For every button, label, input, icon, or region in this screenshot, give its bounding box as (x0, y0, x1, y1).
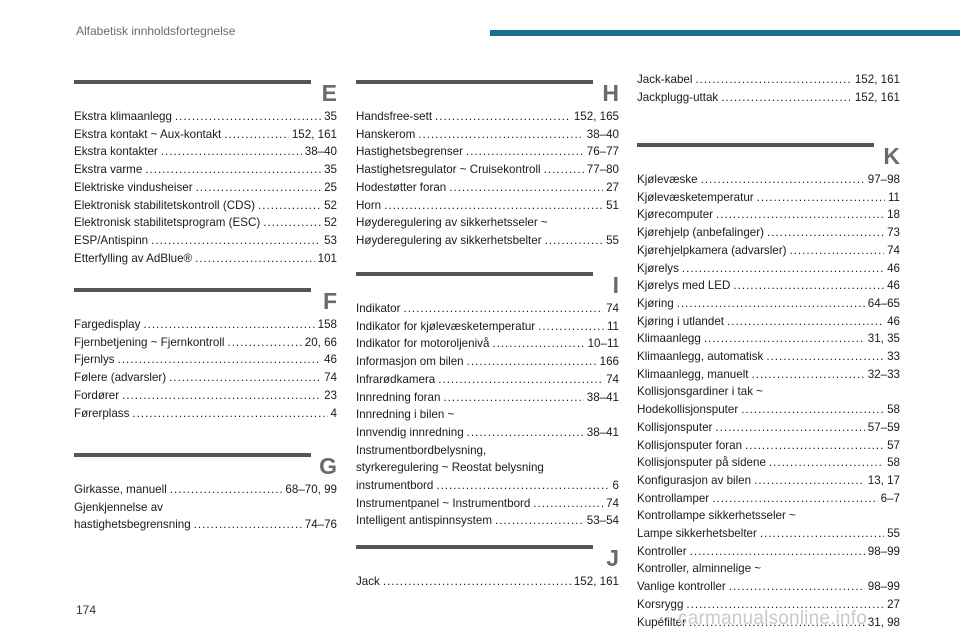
entry-term: Kupéfilter (637, 615, 686, 629)
index-entry[interactable] (74, 108, 337, 126)
index-entry[interactable] (356, 424, 619, 442)
index-entry[interactable] (356, 126, 619, 144)
dot-leader (495, 512, 584, 530)
entry-page: 31, 35 (867, 332, 900, 346)
entry-term: Kontroller (637, 544, 687, 558)
index-entry[interactable] (637, 401, 900, 419)
entry-page: 55 (606, 233, 619, 247)
index-entry[interactable] (74, 161, 337, 179)
index-entry[interactable] (637, 277, 900, 295)
entry-page: 64–65 (867, 296, 900, 310)
dot-leader (122, 387, 321, 405)
entry-term: Klimaanlegg, automatisk (637, 350, 764, 364)
section-header (74, 453, 337, 483)
dot-leader (745, 437, 884, 455)
dot-leader (544, 161, 584, 179)
index-entry[interactable] (356, 108, 619, 126)
entry-term: Konfigurasjon av bilen (637, 473, 752, 487)
entry-term: Fjernlys (74, 353, 115, 367)
dot-leader (760, 525, 884, 543)
entry-page: 46 (324, 353, 337, 367)
section-letter: I (612, 272, 619, 298)
dot-leader (418, 126, 583, 144)
index-entry[interactable] (637, 578, 900, 596)
entry-term: Kjøring i utlandet (637, 314, 724, 328)
entry-term: Infrarødkamera (356, 372, 436, 386)
entry-term: Girkasse, manuell (74, 483, 167, 496)
section-divider (356, 272, 593, 276)
index-entry[interactable] (356, 197, 619, 215)
entry-term: Innvendig innredning (356, 425, 464, 439)
index-entry[interactable] (356, 335, 619, 353)
index-entry[interactable] (356, 477, 619, 495)
index-section (356, 80, 619, 250)
dot-leader (767, 224, 884, 242)
entry-page: 38–41 (586, 425, 619, 439)
entry-page: 68–70, 99 (285, 483, 337, 496)
entry-page: 6–7 (880, 491, 900, 505)
dot-leader (263, 214, 321, 232)
dot-leader (170, 481, 283, 499)
index-entry[interactable] (74, 179, 337, 197)
dot-leader (729, 578, 865, 596)
entry-term: Fargedisplay (74, 318, 141, 331)
entry-term: Ekstra kontakt ~ Aux-kontakt (74, 127, 222, 141)
index-entry[interactable] (637, 366, 900, 384)
section-letter: K (883, 143, 900, 169)
entry-term: Innredning foran (356, 390, 441, 404)
dot-leader (145, 161, 321, 179)
section-letter: F (322, 288, 337, 314)
entry-page: 25 (324, 180, 337, 194)
dot-leader (143, 316, 314, 334)
entry-list (637, 171, 900, 631)
entry-page: 38–40 (304, 145, 337, 159)
index-entry[interactable] (356, 495, 619, 513)
dot-leader (435, 108, 571, 126)
index-entry[interactable] (74, 214, 337, 232)
index-entry[interactable] (356, 300, 619, 318)
index-entry[interactable] (637, 348, 900, 366)
dot-leader (492, 335, 584, 353)
entry-list (74, 316, 337, 422)
index-entry[interactable] (356, 143, 619, 161)
header-accent-bar (490, 30, 960, 36)
index-entry[interactable] (637, 206, 900, 224)
entry-page: 58 (887, 456, 900, 470)
index-entry[interactable] (637, 260, 900, 278)
index-entry[interactable] (637, 419, 900, 437)
index-section (356, 272, 619, 530)
dot-leader (741, 401, 884, 419)
entry-term: Handsfree-sett (356, 110, 433, 123)
dot-leader (727, 313, 884, 331)
index-entry[interactable] (637, 437, 900, 455)
entry-term-line: Innredning i bilen ~ (356, 408, 455, 422)
index-entry[interactable] (637, 543, 900, 561)
dot-leader (438, 371, 603, 389)
dot-leader (383, 573, 571, 591)
index-entry[interactable] (637, 490, 900, 508)
entry-term: Kjørehjelpkamera (advarsler) (637, 243, 787, 257)
dot-leader (716, 206, 884, 224)
entry-list (637, 71, 900, 106)
watermark: carmanualsonline.info (678, 608, 868, 629)
dot-leader (766, 348, 884, 366)
entry-page: 101 (317, 251, 337, 265)
entry-list (74, 481, 337, 534)
entry-term: Klimaanlegg, manuelt (637, 367, 749, 381)
section-divider (74, 453, 311, 457)
entry-term: Kollisjonsputer på sidene (637, 456, 766, 470)
dot-leader (677, 295, 865, 313)
dot-leader (545, 232, 604, 250)
index-entry[interactable] (74, 334, 337, 352)
entry-term: instrumentbord (356, 479, 434, 493)
entry-page: 74 (324, 371, 337, 385)
index-entry[interactable] (356, 573, 619, 591)
dot-leader (227, 334, 301, 352)
entry-page: 53–54 (586, 514, 619, 528)
entry-term: Klimaanlegg (637, 332, 701, 346)
index-entry[interactable] (356, 353, 619, 371)
entry-page: 52 (324, 198, 337, 212)
section-letter: G (319, 453, 337, 479)
index-entry[interactable] (637, 295, 900, 313)
entry-page: 51 (606, 198, 619, 212)
dot-leader (196, 179, 322, 197)
entry-term: Fjernbetjening ~ Fjernkontroll (74, 335, 225, 349)
entry-term: Elektriske vindusheiser (74, 180, 193, 194)
entry-term: Kollisjonsputer foran (637, 438, 743, 452)
dot-leader (715, 419, 864, 437)
entry-page: 18 (887, 208, 900, 222)
entry-term: Kjørecomputer (637, 208, 714, 222)
entry-term: Horn (356, 198, 382, 212)
entry-term: Intelligent antispinnsystem (356, 514, 492, 528)
dot-leader (682, 260, 884, 278)
entry-term: Instrumentpanel ~ Instrumentbord (356, 496, 531, 510)
entry-page: 35 (324, 163, 337, 177)
index-entry[interactable] (637, 171, 900, 189)
entry-term: Informasjon om bilen (356, 355, 464, 369)
entry-term: Hastighetsbegrenser (356, 145, 463, 159)
entry-term-line: Kollisjonsgardiner i tak ~ (637, 385, 763, 399)
entry-term: Kjølevæsketemperatur (637, 190, 754, 204)
index-entry[interactable] (74, 405, 337, 423)
entry-page: 4 (330, 406, 337, 420)
index-entry[interactable] (74, 387, 337, 405)
entry-page: 32–33 (867, 367, 900, 381)
entry-term: Vanlige kontroller (637, 580, 726, 594)
entry-term: hastighetsbegrensning (74, 518, 191, 532)
entry-page: 74 (606, 302, 619, 315)
entry-page: 35 (324, 110, 337, 123)
dot-leader (704, 330, 865, 348)
entry-page: 152, 161 (854, 90, 900, 104)
index-entry[interactable] (74, 481, 337, 499)
entry-page: 152, 165 (573, 110, 619, 123)
entry-page: 166 (599, 355, 619, 369)
entry-page: 158 (317, 318, 337, 331)
index-entry[interactable] (637, 71, 900, 89)
entry-term: Hastighetsregulator ~ Cruisekontroll (356, 163, 541, 177)
dot-leader (789, 242, 884, 260)
index-section (637, 143, 900, 631)
entry-term: Ekstra klimaanlegg (74, 110, 172, 123)
entry-term: Lampe sikkerhetsbelter (637, 527, 757, 541)
index-section (356, 545, 619, 591)
entry-page: 77–80 (586, 163, 619, 177)
entry-term: Høyderegulering av sikkerhetsbelter (356, 233, 542, 247)
entry-term-line: Kontroller, alminnelige ~ (637, 562, 762, 576)
entry-page: 98–99 (867, 580, 900, 594)
entry-page: 74–76 (304, 518, 337, 532)
dot-leader (403, 300, 603, 318)
section-letter: E (321, 80, 337, 106)
index-entry[interactable] (637, 472, 900, 490)
dot-leader (195, 250, 315, 268)
entry-term: ESP/Antispinn (74, 233, 149, 247)
index-entry[interactable] (74, 143, 337, 161)
entry-page: 74 (887, 243, 900, 257)
dot-leader (701, 171, 865, 189)
entry-page: 76–77 (586, 145, 619, 159)
dot-leader (161, 143, 302, 161)
entry-term: Kjølevæske (637, 173, 698, 186)
index-entry[interactable] (637, 313, 900, 331)
entry-page: 27 (606, 180, 619, 194)
entry-term: Kontrollamper (637, 491, 710, 505)
index-entry[interactable] (356, 389, 619, 407)
index-entry[interactable] (637, 525, 900, 543)
entry-term-line: styrkeregulering ~ Reostat belysning (356, 461, 544, 475)
entry-term: Hanskerom (356, 127, 416, 141)
dot-leader (733, 277, 884, 295)
section-divider (74, 288, 311, 292)
section-letter: H (602, 80, 619, 106)
index-section (74, 80, 337, 267)
entry-term: Hodekollisjonsputer (637, 403, 739, 417)
entry-term: Etterfylling av AdBlue® (74, 251, 193, 265)
entry-term: Indikator (356, 302, 401, 315)
entry-page: 152, 161 (854, 73, 900, 86)
index-entry[interactable] (356, 232, 619, 250)
entry-page: 74 (606, 496, 619, 510)
dot-leader (449, 179, 603, 197)
entry-term: Indikator for motoroljenivå (356, 337, 490, 351)
index-entry[interactable] (637, 242, 900, 260)
entry-term: Følere (advarsler) (74, 371, 167, 385)
entry-page: 33 (887, 350, 900, 364)
entry-term: Fordører (74, 388, 120, 402)
entry-term: Kjøring (637, 296, 674, 310)
section-divider (637, 143, 874, 147)
entry-term: Kjørelys med LED (637, 279, 731, 293)
section-header (356, 80, 619, 110)
index-entry[interactable] (74, 197, 337, 215)
section-header (637, 143, 900, 173)
entry-term: Kjørelys (637, 261, 679, 275)
index-entry[interactable] (74, 369, 337, 387)
index-entry[interactable] (356, 179, 619, 197)
entry-list (356, 573, 619, 591)
entry-page: 20, 66 (304, 335, 337, 349)
index-entry[interactable] (74, 250, 337, 268)
entry-page: 46 (887, 314, 900, 328)
index-entry[interactable] (74, 316, 337, 334)
entry-term: Kjørehjelp (anbefalinger) (637, 226, 764, 240)
index-section (74, 453, 337, 534)
section-header (74, 80, 337, 110)
entry-term: Elektronisk stabilitetskontroll (CDS) (74, 198, 256, 212)
dot-leader (757, 189, 885, 207)
index-entry[interactable] (637, 454, 900, 472)
dot-leader (695, 71, 851, 89)
entry-term: Jackplugg-uttak (637, 90, 719, 104)
section-header (356, 272, 619, 302)
dot-leader (436, 477, 609, 495)
entry-page: 98–99 (867, 544, 900, 558)
section-letter: J (606, 545, 619, 571)
entry-term-line: Kontrollampe sikkerhetsseler ~ (637, 509, 796, 523)
dot-leader (118, 351, 322, 369)
entry-term: Indikator for kjølevæsketemperatur (356, 319, 536, 333)
entry-page: 52 (324, 216, 337, 230)
index-entry[interactable] (637, 89, 900, 107)
dot-leader (769, 454, 884, 472)
entry-page: 73 (887, 226, 900, 240)
entry-page: 10–11 (587, 337, 619, 351)
entry-page: 57–59 (867, 420, 900, 434)
index-entry[interactable] (74, 351, 337, 369)
entry-term: Førerplass (74, 406, 130, 420)
index-entry[interactable] (356, 161, 619, 179)
entry-term: Jack (356, 575, 380, 588)
entry-page: 152, 161 (573, 575, 619, 588)
section-divider (74, 80, 311, 84)
page-number: 174 (76, 603, 97, 617)
entry-list (356, 300, 619, 530)
entry-page: 38–41 (586, 390, 619, 404)
entry-page: 11 (887, 190, 900, 204)
index-entry[interactable] (637, 224, 900, 242)
entry-term: Ekstra varme (74, 163, 143, 177)
dot-leader (443, 389, 583, 407)
index-entry[interactable] (637, 330, 900, 348)
dot-leader (467, 353, 597, 371)
entry-page: 38–40 (586, 127, 619, 141)
entry-page: 97–98 (867, 173, 900, 186)
entry-term: Ekstra kontakter (74, 145, 158, 159)
entry-list (74, 108, 337, 267)
entry-page: 6 (612, 479, 619, 493)
header-title: Alfabetisk innholdsfortegnelse (76, 24, 236, 38)
entry-page: 23 (324, 388, 337, 402)
dot-leader (721, 89, 852, 107)
index-entry[interactable] (74, 126, 337, 144)
index-entry[interactable] (356, 371, 619, 389)
index-section (74, 288, 337, 422)
entry-page: 57 (887, 438, 900, 452)
entry-page: 55 (887, 527, 900, 541)
section-header (74, 288, 337, 318)
dot-leader (384, 197, 603, 215)
section-divider (356, 545, 593, 549)
index-section (637, 73, 900, 106)
entry-term-line: Gjenkjennelse av (74, 500, 163, 514)
dot-leader (466, 143, 584, 161)
index-entry[interactable] (356, 512, 619, 530)
entry-page: 46 (887, 261, 900, 275)
dot-leader (194, 516, 302, 534)
entry-page: 11 (606, 319, 619, 333)
dot-leader (258, 197, 321, 215)
dot-leader (132, 405, 327, 423)
dot-leader (538, 318, 604, 336)
entry-page: 58 (887, 403, 900, 417)
index-entry[interactable] (637, 189, 900, 207)
entry-page: 13, 17 (867, 473, 900, 487)
entry-term: Kollisjonsputer (637, 420, 713, 434)
dot-leader (169, 369, 321, 387)
index-entry[interactable] (74, 516, 337, 534)
entry-term: Hodestøtter foran (356, 180, 447, 194)
entry-page: 74 (606, 372, 619, 386)
entry-page: 152, 161 (291, 127, 337, 141)
dot-leader (533, 495, 603, 513)
dot-leader (224, 126, 289, 144)
entry-page: 46 (887, 279, 900, 293)
dot-leader (467, 424, 584, 442)
entry-term: Korsrygg (637, 597, 684, 611)
entry-term-line: Høyderegulering av sikkerhetsseler ~ (356, 216, 548, 230)
section-divider (356, 80, 593, 84)
dot-leader (712, 490, 877, 508)
dot-leader (752, 366, 865, 384)
entry-term: Elektronisk stabilitetsprogram (ESC) (74, 216, 261, 230)
section-header (356, 545, 619, 575)
dot-leader (151, 232, 321, 250)
entry-page: 27 (887, 597, 900, 611)
entry-page: 53 (324, 233, 337, 247)
dot-leader (175, 108, 321, 126)
index-entry[interactable] (74, 232, 337, 250)
dot-leader (690, 543, 865, 561)
index-entry[interactable] (356, 318, 619, 336)
entry-term-line: Instrumentbordbelysning, (356, 443, 487, 457)
entry-list (356, 108, 619, 250)
dot-leader (754, 472, 865, 490)
entry-page: 31, 98 (867, 615, 900, 629)
entry-term: Jack-kabel (637, 73, 693, 86)
